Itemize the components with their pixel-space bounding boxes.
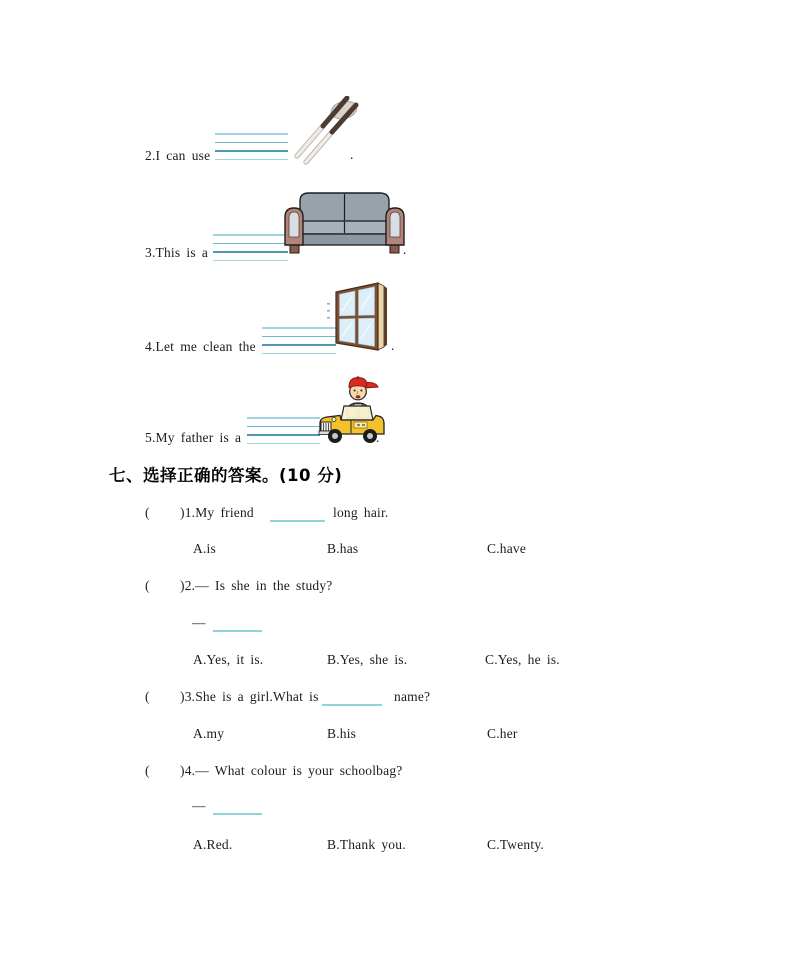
- option-a: A.my: [193, 726, 225, 741]
- reply-dash: —: [192, 798, 206, 813]
- option-c: C.her: [487, 726, 518, 741]
- fill-item-4-label: 4.Let me clean the: [145, 339, 256, 354]
- writing-grid: [247, 417, 320, 445]
- reply-dash: —: [192, 615, 206, 630]
- answer-bracket: (: [145, 505, 150, 520]
- answer-bracket: (: [145, 689, 150, 704]
- option-a: A.is: [193, 541, 216, 556]
- question-stem: )2.— Is she in the study?: [180, 578, 333, 593]
- writing-grid: [213, 234, 288, 262]
- inline-blank: [322, 704, 382, 706]
- sofa-image: [284, 191, 405, 255]
- question-stem: )3.She is a girl.What is: [180, 689, 319, 704]
- writing-grid: [262, 327, 336, 355]
- option-c: C.have: [487, 541, 527, 556]
- question-stem: )1.My friend: [180, 505, 254, 520]
- writing-line: [215, 142, 288, 144]
- writing-grid: [215, 133, 288, 161]
- sentence-period: .: [403, 242, 407, 257]
- question-stem: )4.— What colour is your schoolbag?: [180, 763, 403, 778]
- window-image: [327, 280, 393, 353]
- writing-line: [262, 344, 336, 346]
- writing-line: [213, 234, 288, 236]
- option-a: A.Red.: [193, 837, 233, 852]
- inline-blank: [270, 520, 325, 522]
- option-b: B.Yes, she is.: [327, 652, 408, 667]
- question-stem-tail: long hair.: [333, 505, 389, 520]
- option-b: B.his: [327, 726, 357, 741]
- sentence-period: .: [376, 430, 380, 445]
- answer-bracket: (: [145, 763, 150, 778]
- option-c: C.Yes, he is.: [485, 652, 560, 667]
- writing-line: [262, 336, 336, 338]
- writing-line: [247, 417, 320, 419]
- writing-line: [262, 327, 336, 329]
- option-c: C.Twenty.: [487, 837, 544, 852]
- question-stem-tail: name?: [394, 689, 431, 704]
- fill-item-2-label: 2.I can use: [145, 148, 211, 163]
- writing-line: [247, 426, 320, 428]
- section-7-title: 七、选择正确的答案。(10 分): [109, 466, 343, 485]
- fill-item-5-label: 5.My father is a: [145, 430, 242, 445]
- option-b: B.Thank you.: [327, 837, 406, 852]
- option-a: A.Yes, it is.: [193, 652, 264, 667]
- reply-blank: [213, 630, 262, 632]
- option-b: B.has: [327, 541, 359, 556]
- writing-line: [247, 434, 320, 436]
- answer-bracket: (: [145, 578, 150, 593]
- writing-line: [213, 260, 288, 262]
- writing-line: [213, 251, 288, 253]
- writing-line: [262, 353, 336, 355]
- writing-line: [213, 243, 288, 245]
- writing-line: [215, 133, 288, 135]
- writing-line: [215, 159, 288, 161]
- sentence-period: .: [350, 147, 354, 162]
- reply-blank: [213, 813, 262, 815]
- sentence-period: .: [391, 338, 395, 353]
- writing-line: [247, 443, 320, 445]
- fill-item-3-label: 3.This is a: [145, 245, 209, 260]
- writing-line: [215, 150, 288, 152]
